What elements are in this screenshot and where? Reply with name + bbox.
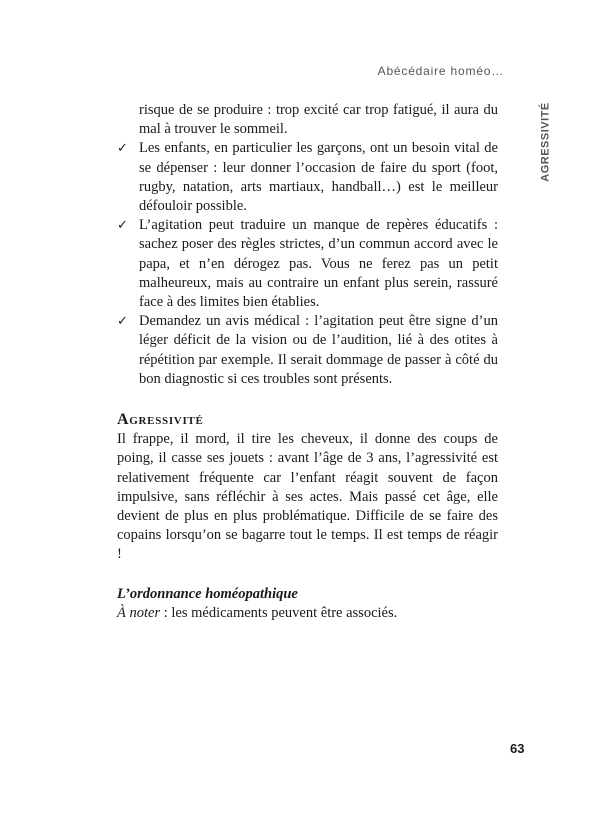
section-body: Il frappe, il mord, il tire les cheveux, il donne des coups de poing, il casse ses jouets : avant l’âge de 3 ans, l’agressivité est relativement fréquente car l’enfant réagit souvent de façon impulsive, sans réfléchir à ses actes. Mais passé cet âge, elle devient de plus en plus problématique. Difficile de se faire des copains lorsqu’on se bagarre tout le temps. Il est temps de réagir ! [117,431,498,563]
list-item-text: Demandez un avis médical : l’agitation peut être signe d’un léger déficit de la vision ou de l’audition, lié à des otites à répétition par exemple. Il serait dommage de passer à côté du bon diagnostic si ces troubles sont présents. [139,313,498,387]
chapter-side-tab [524,104,568,180]
note-paragraph [117,604,498,623]
list-item-text: Les enfants, en particulier les garçons, ont un besoin vital de se dépenser : leur donner l’occasion de faire du sport (foot, rugby, natation, arts martiaux, handball…) est le meilleur défouloir possible. [139,140,498,215]
list-item [117,139,498,216]
page-content [117,101,498,623]
continuation-paragraph: risque de se produire : trop excité car trop fatigué, il aura du mal à trouver le sommeil. [139,102,498,138]
note-label: À noter [117,604,161,621]
advice-list [117,139,498,389]
list-item [117,216,498,312]
checkmark-icon: ✓ [117,218,128,234]
subheading: L’ordonnance homéopathique [117,585,298,602]
page-number: 63 [510,741,525,756]
list-item [117,312,498,389]
checkmark-icon: ✓ [117,314,128,330]
list-item-text: L’agitation peut traduire un manque de repères éducatifs : sachez poser des règles strictes, d’un commun accord avec le papa, et n’en dérogez pas. Vous ne ferez pas un petit malheureux, mais au contraire un enfant plus serein, rassuré face à des limites bien établies. [139,217,498,311]
note-text: : les médicaments peuvent être associés. [160,604,398,621]
checkmark-icon: ✓ [117,141,128,157]
running-header: Abécédaire homéo… [377,64,504,78]
section-title: Agressivité [117,411,204,429]
chapter-side-tab-label: AGRESSIVITÉ [540,102,552,182]
